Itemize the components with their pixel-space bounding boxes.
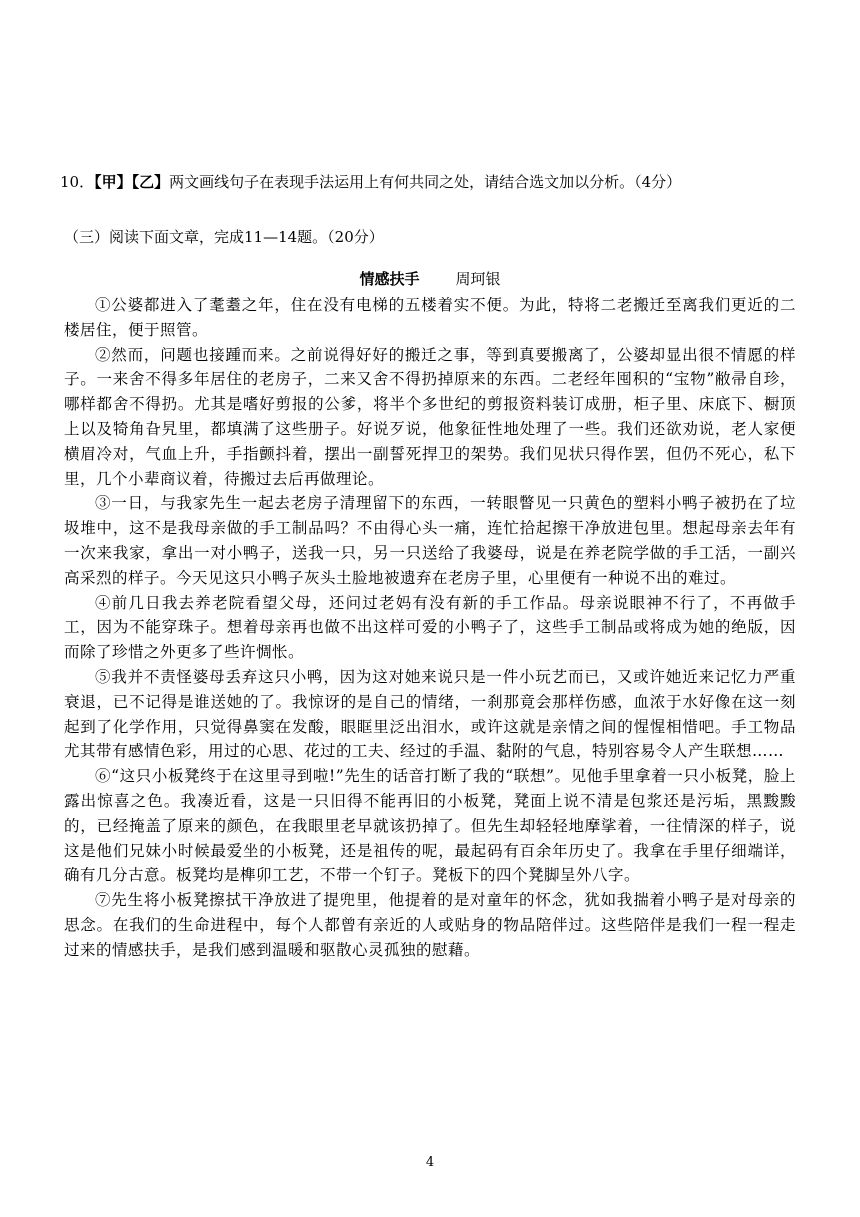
paragraph-6: ⑥“这只小板凳终于在这里寻到啦!”先生的话音打断了我的“联想”。见他手里拿着一只小板凳，脸上露出惊喜之色。我凑近看，这是一只旧得不能再旧的小板凳，凳面上说不清是包浆还是污垢，黑黢黢的，已经掩盖了原来的颜色，在我眼里老早就该扔掉了。但先生却轻轻地摩挲着，一往情深的样子，说这是他们兄妹小时候最爱坐的小板凳，还是祖传的呢，最起码有百余年历史了。我拿在手里仔细端详，确有几分古意。板凳均是榫卯工艺，不带一个钉子。凳板下的四个凳脚呈外八字。 <box>64 767 796 885</box>
question-jia-label: 【甲】 <box>94 173 132 191</box>
question-10 <box>60 172 820 192</box>
paragraph-3: ③一日，与我家先生一起去老房子清理留下的东西，一转眼瞥见一只黄色的塑料小鸭子被扔在了垃圾堆中，这不是我母亲做的手工制品吗？不由得心头一痛，连忙拾起擦干净放进包里。想起母亲去年有一次来我家，拿出一对小鸭子，送我一只，另一只送给了我婆母，说是在养老院学做的手工活，一副兴高采烈的样子。今天见这只小鸭子灰头土脸地被遗弃在老房子里，心里便有一种说不出的难过。 <box>64 494 796 587</box>
question-text: 两文画线句子在表现手法运用上有何共同之处，请结合选文加以分析。（4分） <box>169 173 682 191</box>
paragraph-2: ②然而，问题也接踵而来。之前说得好好的搬迁之事，等到真要搬离了，公婆却显出很不情愿的样子。一来舍不得多年居住的老房子，二来又舍不得扔掉原来的东西。二老经年囤积的“宝物”敝帚自珍，哪样都舍不得扔。尤其是嗜好剪报的公爹，将半个多世纪的剪报资料装订成册，柜子里、床底下、橱顶上以及犄角旮旯里，都填满了这些册子。好说歹说，他象征性地处理了一些。我们还欲劝说，老人家便横眉冷对，气血上升，手指颤抖着，摆出一副誓死捍卫的架势。我们见状只得作罢，但仍不死心，私下里，几个小辈商议着，待搬过去后再做理论。 <box>64 345 796 488</box>
paragraph-4: ④前几日我去养老院看望父母，还问过老妈有没有新的手工作品。母亲说眼神不行了，不再做手工，因为不能穿珠子。想着母亲再也做不出这样可爱的小鸭子了，这些手工制品或将成为她的绝版，因而除了珍惜之外更多了些许惆怅。 <box>64 593 796 662</box>
page-number: 4 <box>425 1155 435 1170</box>
article-title-line <box>0 269 860 289</box>
section-heading: （三）阅读下面文章，完成11—14题。（20分） <box>64 228 384 246</box>
paragraph-5: ⑤我并不责怪婆母丢弃这只小鸭，因为这对她来说只是一件小玩艺而已，又或许她近来记忆力严重衰退，已不记得是谁送她的了。我惊讶的是自己的情绪，一刹那竟会那样伤感，血浓于水好像在这一刻起到了化学作用，只觉得鼻窦在发酸，眼眶里泛出泪水，或许这就是亲情之间的惺惺相惜吧。手工物品尤其带有感情色彩，用过的心思、花过的工夫、经过的手温、黏附的气息，特别容易令人产生联想…… <box>64 667 796 761</box>
paragraph-1: ①公婆都进入了耄耋之年，住在没有电梯的五楼着实不便。为此，特将二老搬迁至离我们更近的二楼居住，便于照管。 <box>64 296 796 339</box>
article-author: 周珂银 <box>455 270 501 288</box>
question-yi-label: 【乙】 <box>131 173 170 191</box>
paragraph-7: ⑦先生将小板凳擦拭干净放进了提兜里，他提着的是对童年的怀念，犹如我揣着小鸭子是对母亲的思念。在我们的生命进程中，每个人都曾有亲近的人或贴身的物品陪伴过。这些陪伴是我们一程一程走过来的情感扶手，是我们感到温暖和驱散心灵孤独的慰藉。 <box>64 891 796 959</box>
question-number: 10． <box>60 173 95 191</box>
article-body <box>64 293 796 963</box>
article-title: 情感扶手 <box>359 270 420 288</box>
